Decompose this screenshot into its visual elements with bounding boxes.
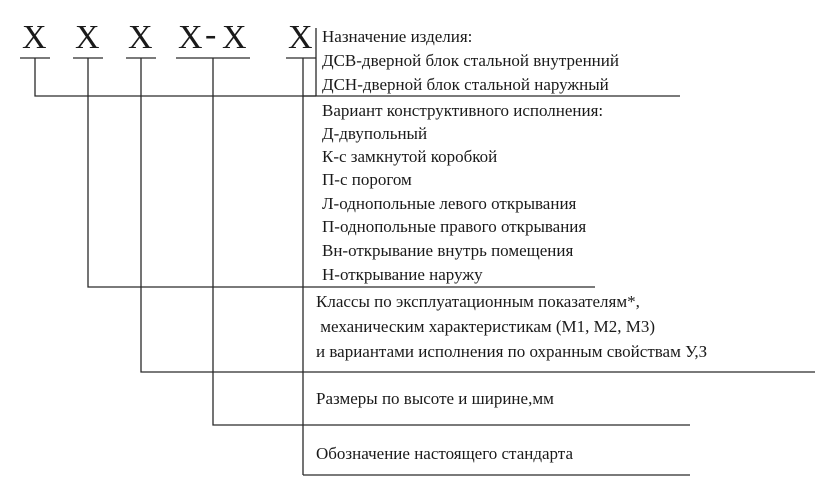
group-2-line-7: Вн-открывание внутрь помещения [322,241,574,260]
group-1-line-2: ДСВ-дверной блок стальной внутренний [322,51,619,70]
group-1-line-3: ДСН-дверной блок стальной наружный [322,75,609,94]
leader-group-4 [141,58,303,372]
code-letters [22,16,313,56]
code-letter-3: X [128,19,153,56]
leader-group-1 [303,58,316,96]
group-2-line-8: Н-открывание наружу [322,265,483,284]
group-1-line-1: Назначение изделия: [322,27,473,46]
code-letter-1: X [22,19,47,56]
code-letter-2: X [75,19,100,56]
group-2-line-6: П-однопольные правого открывания [322,217,587,236]
code-letter-6: X [288,19,313,56]
group-3-classes [316,292,707,361]
leader-group-3 [88,58,303,287]
group-2-line-2: Д-двупольный [322,124,428,143]
group-4-dimensions [316,389,554,408]
leader-group-2 [35,58,303,96]
group-3-line-2: механическим характеристикам (М1, М2, М3) [316,317,656,336]
leader-lines [35,58,316,425]
leader-group-5 [213,58,303,425]
group-3-line-3: и вариантами исполнения по охранным свойствам У,З [316,342,708,361]
group-5-line-1: Обозначение настоящего стандарта [316,444,573,463]
group-2-line-4: П-с порогом [322,170,412,189]
group-2-line-3: К-с замкнутой коробкой [322,147,498,166]
code-letter-4: X [178,19,203,56]
group-4-line-1: Размеры по высоте и ширине,мм [316,389,554,408]
code-letter-5: X [222,19,247,56]
group-2-line-1: Вариант конструктивного исполнения: [322,101,604,120]
code-hyphen: - [205,16,217,53]
group-1-purpose [322,27,619,94]
group-2-line-5: Л-однопольные левого открывания [322,194,577,213]
group-5-standard [316,444,573,463]
group-2-design-variant [322,101,603,284]
group-3-line-1: Классы по эксплуатационным показателям*, [316,292,640,311]
